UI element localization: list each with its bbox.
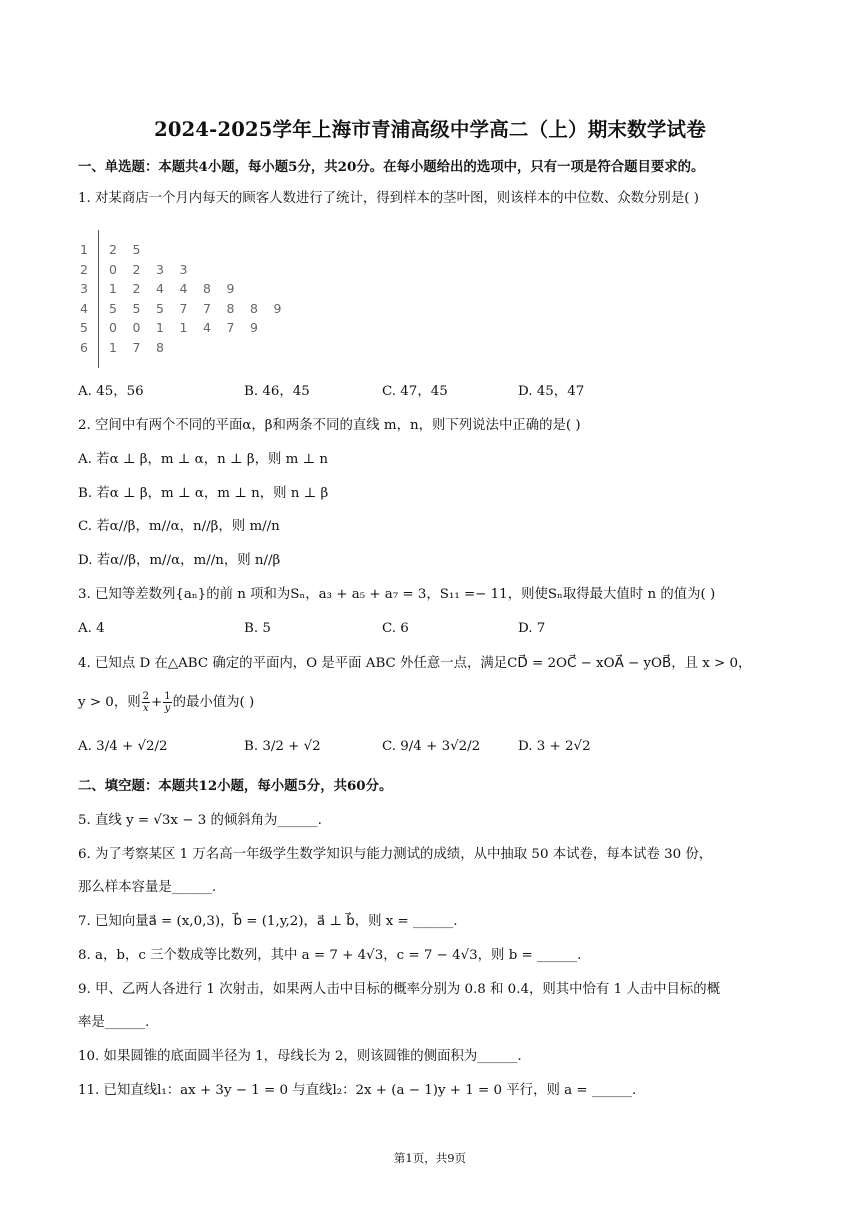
- question-6-line-1: 6. 为了考察某区 1 万名高一年级学生数学知识与能力测试的成绩，从中抽取 50 本试卷，每本试卷 30 份，: [78, 847, 713, 862]
- stem-leaf-row: [78, 320, 338, 338]
- choice-d: D. 7: [518, 621, 546, 636]
- choice-d: D. 45，47: [518, 384, 585, 399]
- question-2-choice-c: C. 若α//β，m//α，n//β，则 m//n: [78, 519, 280, 534]
- stem-leaf-row: [78, 262, 338, 280]
- leaf-value: 8: [250, 300, 258, 316]
- leaf-value: 1: [179, 320, 188, 335]
- leaf-value: 0: [132, 320, 141, 335]
- stem-leaf-row: [78, 340, 338, 358]
- leaf-value: 9: [250, 320, 258, 335]
- choice-b: B. 46，45: [244, 384, 310, 399]
- section-1-heading: 一、单选题：本题共4小题，每小题5分，共20分。在每小题给出的选项中，只有一项是符合题目要求的。: [78, 159, 705, 175]
- fraction-2-over-x: $\frac{2}{x}$: [142, 691, 149, 714]
- leaf-value: 4: [203, 320, 211, 335]
- leaf-value: 1: [109, 339, 117, 355]
- stem-value: 3: [80, 281, 88, 296]
- question-4-line-1: 4. 已知点 D 在△ABC 确定的平面内，O 是平面 ABC 外任意一点，满足CD⃗ = 2OC⃗ − xOA⃗ − yOB⃗，且 x > 0，: [78, 656, 752, 671]
- question-4-prefix: y > 0，则: [78, 695, 141, 710]
- leaf-value: 5: [109, 300, 117, 316]
- stem-leaf-row: [78, 281, 338, 299]
- choice-a: A. 45，56: [78, 384, 144, 399]
- choice-c: C. 9/4 + 3√2/2: [382, 739, 481, 754]
- leaf-value: 7: [226, 320, 235, 335]
- question-2-choice-a: A. 若α ⊥ β，m ⊥ α，n ⊥ β，则 m ⊥ n: [78, 452, 329, 467]
- leaf-value: 5: [132, 242, 141, 257]
- leaf-value: 8: [226, 300, 235, 316]
- stem-leaf-row: [78, 242, 338, 260]
- question-10: 10. 如果圆锥的底面圆半径为 1，母线长为 2，则该圆锥的侧面积为______.: [78, 1049, 522, 1064]
- leaf-value: 2: [132, 261, 141, 277]
- question-1: 1. 对某商店一个月内每天的顾客人数进行了统计，得到样本的茎叶图，则该样本的中位数、众数分别是( ): [78, 191, 699, 206]
- question-7: 7. 已知向量a⃗ = (x,0,3)，b⃗ = (1,y,2)，a⃗ ⊥ b⃗，则 x = ______.: [78, 914, 458, 929]
- section-2-heading: 二、填空题：本题共12小题，每小题5分，共60分。: [78, 778, 393, 794]
- leaf-value: 7: [203, 300, 211, 316]
- leaf-value: 0: [109, 261, 117, 277]
- choice-b: B. 5: [244, 621, 271, 636]
- question-3: 3. 已知等差数列{aₙ}的前 n 项和为Sₙ，a₃ + a₅ + a₇ = 3，S₁₁ =− 11，则使Sₙ取得最大值时 n 的值为( ): [78, 587, 716, 602]
- leaf-value: 7: [132, 339, 141, 355]
- stem-value: 2: [80, 261, 88, 277]
- leaf-value: 8: [156, 339, 164, 355]
- leaf-value: 4: [179, 281, 188, 296]
- leaf-value: 2: [109, 242, 117, 257]
- stem-leaf-plot: [78, 230, 338, 370]
- leaf-value: 3: [156, 261, 164, 277]
- stem-value: 1: [80, 242, 88, 257]
- leaf-value: 0: [109, 320, 117, 335]
- question-11: 11. 已知直线l₁：ax + 3y − 1 = 0 与直线l₂：2x + (a − 1)y + 1 = 0 平行，则 a = ______.: [78, 1083, 637, 1098]
- leaf-value: 3: [179, 261, 188, 277]
- stem-value: 6: [80, 339, 88, 355]
- question-8: 8. a，b，c 三个数成等比数列，其中 a = 7 + 4√3，c = 7 − 4√3，则 b = ______.: [78, 948, 582, 963]
- choice-d: D. 3 + 2√2: [518, 739, 591, 754]
- choice-a: A. 4: [78, 621, 105, 636]
- question-6-line-2: 那么样本容量是______.: [78, 880, 217, 895]
- stem-value: 5: [80, 320, 88, 335]
- exam-title: 2024-2025学年上海市青浦高级中学高二（上）期末数学试卷: [154, 118, 706, 141]
- choice-c: C. 6: [382, 621, 409, 636]
- choice-b: B. 3/2 + √2: [244, 739, 321, 754]
- leaf-value: 7: [179, 300, 188, 316]
- choice-c: C. 47，45: [382, 384, 448, 399]
- question-4-suffix: 的最小值为( ): [172, 695, 255, 710]
- question-9-line-1: 9. 甲、乙两人各进行 1 次射击，如果两人击中目标的概率分别为 0.8 和 0.4，则其中恰有 1 人击中目标的概: [78, 982, 721, 997]
- leaf-value: 2: [132, 281, 141, 296]
- page-footer: 第1页，共9页: [393, 1151, 467, 1165]
- fraction-1-over-y: $\frac{1}{y}$: [164, 691, 171, 714]
- question-9-line-2: 率是______.: [78, 1015, 150, 1030]
- question-4-line-2: y > 0，则 $\frac{2}{x}$ + $\frac{1}{y}$ 的最小值为( ): [78, 691, 255, 714]
- leaf-value: 4: [156, 281, 164, 296]
- leaf-value: 1: [156, 320, 164, 335]
- leaf-value: 8: [203, 281, 211, 296]
- stem-value: 4: [80, 300, 88, 316]
- leaf-value: 9: [226, 281, 235, 296]
- question-5: 5. 直线 y = √3x − 3 的倾斜角为______.: [78, 813, 322, 828]
- leaf-value: 5: [156, 300, 164, 316]
- leaf-value: 5: [132, 300, 141, 316]
- question-2-choice-d: D. 若α//β，m//α，m//n，则 n//β: [78, 553, 281, 568]
- leaf-value: 1: [109, 281, 117, 296]
- question-2: 2. 空间中有两个不同的平面α，β和两条不同的直线 m，n，则下列说法中正确的是( ): [78, 418, 581, 433]
- choice-a: A. 3/4 + √2/2: [78, 739, 168, 754]
- leaf-value: 9: [273, 300, 282, 316]
- stem-leaf-row: [78, 301, 338, 319]
- question-2-choice-b: B. 若α ⊥ β，m ⊥ α，m ⊥ n，则 n ⊥ β: [78, 486, 329, 501]
